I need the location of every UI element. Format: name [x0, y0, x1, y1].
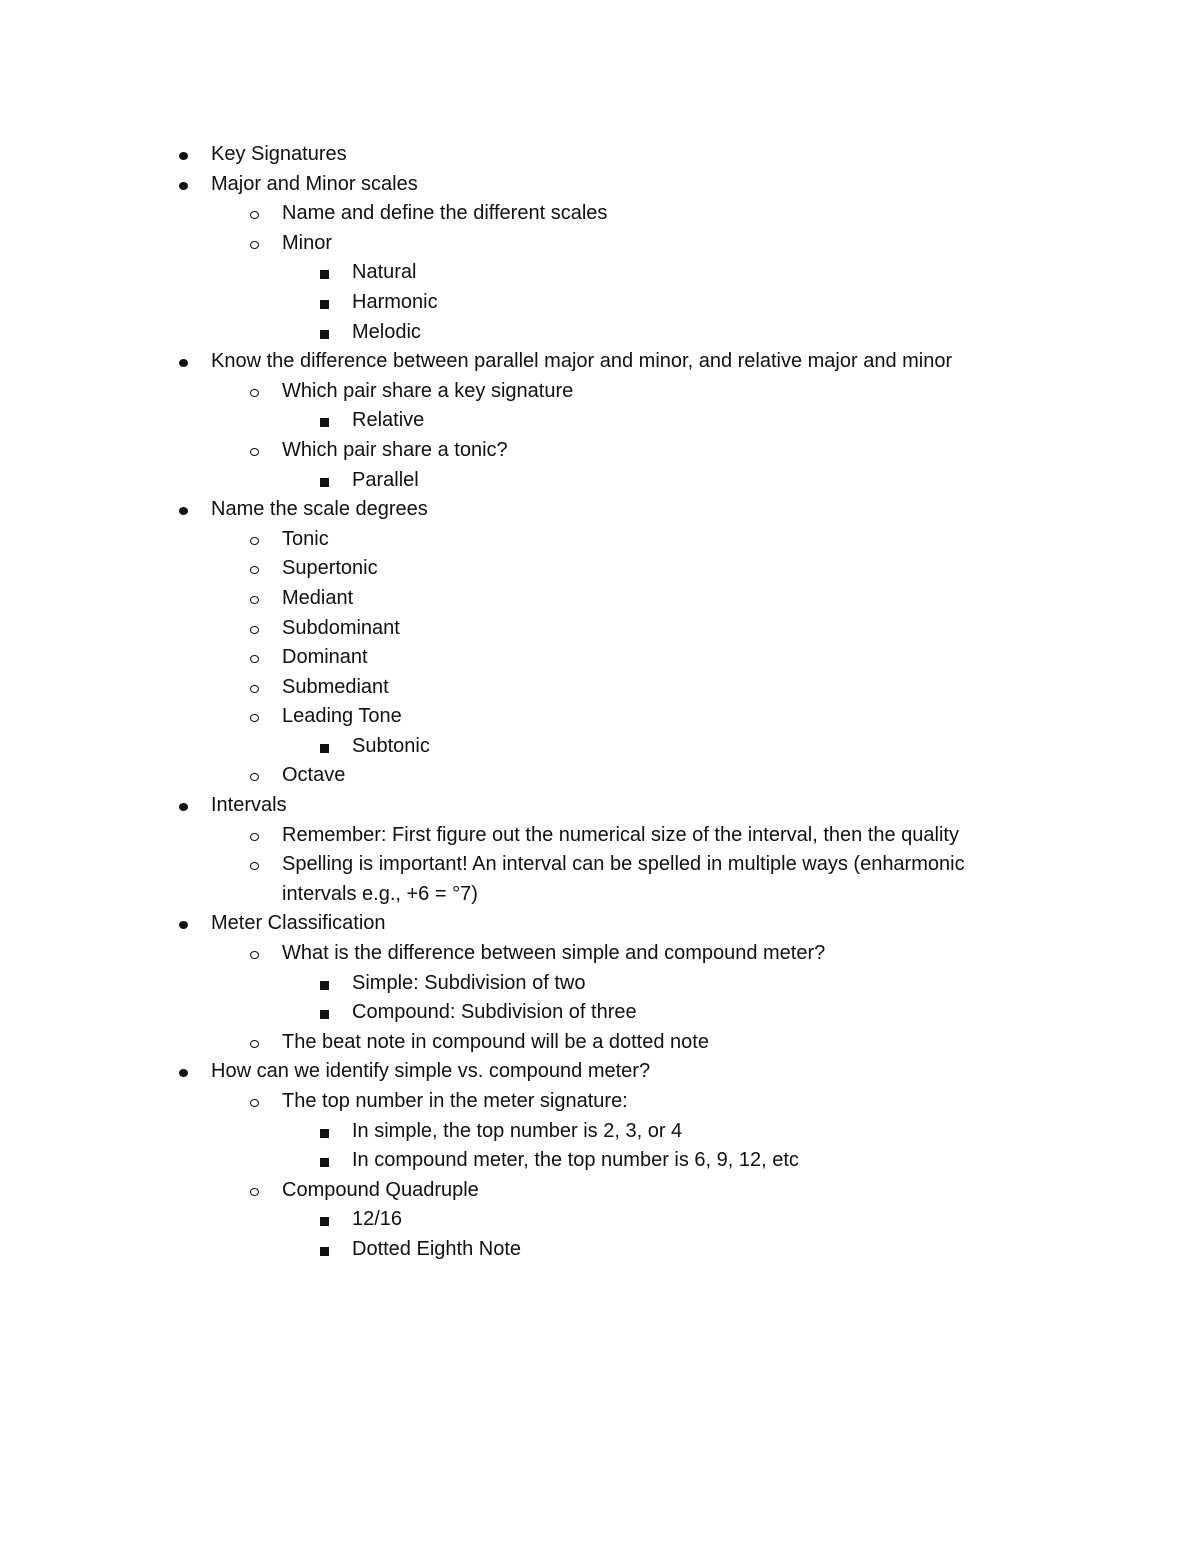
outline-item-level-2 [0, 850, 1200, 909]
outline-item-text: Remember: First figure out the numerical size of the interval, then the quality [282, 823, 959, 846]
outline-item-level-3 [0, 318, 1200, 348]
outline-item-level-1 [0, 347, 1200, 377]
outline-item-text: Relative [352, 409, 425, 432]
outline-item-text: Meter Classification [211, 912, 386, 935]
hollow-bullet-icon [244, 614, 264, 644]
outline-item-level-1 [0, 1057, 1200, 1087]
hollow-bullet-icon [244, 939, 264, 969]
outline-item-text: Parallel [352, 468, 419, 491]
filled-bullet-icon [173, 909, 193, 939]
outline-item-text: Subtonic [352, 734, 430, 757]
filled-bullet-icon [173, 347, 193, 377]
outline-item-level-3 [0, 1235, 1200, 1265]
square-bullet-icon [314, 1146, 334, 1177]
hollow-bullet-icon [244, 554, 264, 584]
outline-item-text: The beat note in compound will be a dotted note [282, 1030, 709, 1053]
outline-item-level-2 [0, 229, 1200, 259]
outline-item-level-2 [0, 436, 1200, 466]
outline-item-level-2 [0, 199, 1200, 229]
square-bullet-icon [314, 406, 334, 437]
outline-item-level-2 [0, 673, 1200, 703]
outline-item-level-2 [0, 377, 1200, 407]
hollow-bullet-icon [244, 377, 264, 407]
outline-item-text: Which pair share a tonic? [282, 438, 508, 461]
hollow-bullet-icon [244, 1176, 264, 1206]
hollow-bullet-icon [244, 761, 264, 791]
hollow-bullet-icon [244, 1087, 264, 1117]
hollow-bullet-icon [244, 1028, 264, 1058]
square-bullet-icon [314, 969, 334, 1000]
outline-item-text: Name and define the different scales [282, 202, 608, 225]
outline-item-level-1 [0, 495, 1200, 525]
outline-item-text: Dotted Eighth Note [352, 1237, 521, 1260]
outline-item-text: Harmonic [352, 290, 438, 313]
square-bullet-icon [314, 998, 334, 1029]
hollow-bullet-icon [244, 821, 264, 851]
hollow-bullet-icon [244, 436, 264, 466]
outline-item-level-1 [0, 791, 1200, 821]
outline-item-text: Intervals [211, 794, 287, 817]
outline-item-level-2 [0, 554, 1200, 584]
study-outline [0, 140, 1200, 1265]
square-bullet-icon [314, 1117, 334, 1148]
outline-item-text: 12/16 [352, 1208, 403, 1231]
outline-item-level-2 [0, 614, 1200, 644]
outline-item-level-2 [0, 761, 1200, 791]
hollow-bullet-icon [244, 525, 264, 555]
outline-item-level-2 [0, 1028, 1200, 1058]
outline-item-level-2 [0, 939, 1200, 969]
outline-item-text: Subdominant [282, 616, 400, 639]
outline-item-level-3 [0, 998, 1200, 1028]
filled-bullet-icon [173, 140, 193, 170]
outline-item-level-2 [0, 1176, 1200, 1206]
outline-item-level-2 [0, 584, 1200, 614]
hollow-bullet-icon [244, 702, 264, 732]
outline-item-level-2 [0, 1087, 1200, 1117]
outline-item-level-3 [0, 288, 1200, 318]
outline-item-text: Key Signatures [211, 143, 347, 165]
filled-bullet-icon [173, 791, 193, 821]
hollow-bullet-icon [244, 850, 264, 880]
square-bullet-icon [314, 288, 334, 319]
outline-item-level-2 [0, 702, 1200, 732]
outline-item-text: Compound: Subdivision of three [352, 1001, 637, 1024]
hollow-bullet-icon [244, 199, 264, 229]
outline-item-level-3 [0, 466, 1200, 496]
outline-item-text: Minor [282, 231, 333, 254]
outline-item-text: Octave [282, 764, 346, 787]
outline-item-level-3 [0, 1146, 1200, 1176]
hollow-bullet-icon [244, 229, 264, 259]
outline-item-text: Tonic [282, 527, 329, 550]
filled-bullet-icon [173, 495, 193, 525]
square-bullet-icon [314, 318, 334, 349]
outline-item-text: Natural [352, 261, 417, 284]
outline-item-level-1 [0, 909, 1200, 939]
hollow-bullet-icon [244, 584, 264, 614]
outline-item-text: Mediant [282, 586, 354, 609]
square-bullet-icon [314, 1205, 334, 1236]
outline-item-text: What is the difference between simple and compound meter? [282, 942, 826, 965]
outline-item-text: Dominant [282, 646, 368, 669]
outline-item-text: Spelling is important! An interval can be spelled in multiple ways (enharmonic intervals e.g., +6 = °7) [282, 853, 965, 905]
filled-bullet-icon [173, 170, 193, 200]
outline-item-text: Leading Tone [282, 705, 402, 728]
outline-item-level-3 [0, 969, 1200, 999]
outline-item-text: Supertonic [282, 557, 378, 580]
square-bullet-icon [314, 732, 334, 763]
outline-item-text: How can we identify simple vs. compound meter? [211, 1060, 651, 1083]
outline-item-text: Melodic [352, 320, 421, 343]
outline-item-level-2 [0, 821, 1200, 851]
outline-item-text: Name the scale degrees [211, 498, 428, 521]
outline-item-level-1 [0, 170, 1200, 200]
outline-item-text: Know the difference between parallel major and minor, and relative major and minor [211, 350, 953, 373]
outline-item-level-3 [0, 1205, 1200, 1235]
outline-item-text: The top number in the meter signature: [282, 1090, 628, 1112]
outline-item-level-2 [0, 643, 1200, 673]
square-bullet-icon [314, 258, 334, 289]
outline-item-level-3 [0, 258, 1200, 288]
outline-item-text: Submediant [282, 675, 389, 698]
outline-item-level-1 [0, 140, 1200, 170]
outline-item-text: In simple, the top number is 2, 3, or 4 [352, 1119, 683, 1142]
outline-item-level-3 [0, 732, 1200, 762]
square-bullet-icon [314, 466, 334, 497]
hollow-bullet-icon [244, 643, 264, 673]
square-bullet-icon [314, 1235, 334, 1266]
outline-item-level-3 [0, 406, 1200, 436]
outline-item-text: Which pair share a key signature [282, 379, 574, 402]
outline-item-level-2 [0, 525, 1200, 555]
outline-item-text: Major and Minor scales [211, 172, 418, 195]
outline-item-text: Simple: Subdivision of two [352, 971, 586, 994]
outline-item-level-3 [0, 1117, 1200, 1147]
outline-item-text: In compound meter, the top number is 6, 9, 12, etc [352, 1149, 799, 1172]
hollow-bullet-icon [244, 673, 264, 703]
filled-bullet-icon [173, 1057, 193, 1087]
outline-item-text: Compound Quadruple [282, 1178, 479, 1201]
